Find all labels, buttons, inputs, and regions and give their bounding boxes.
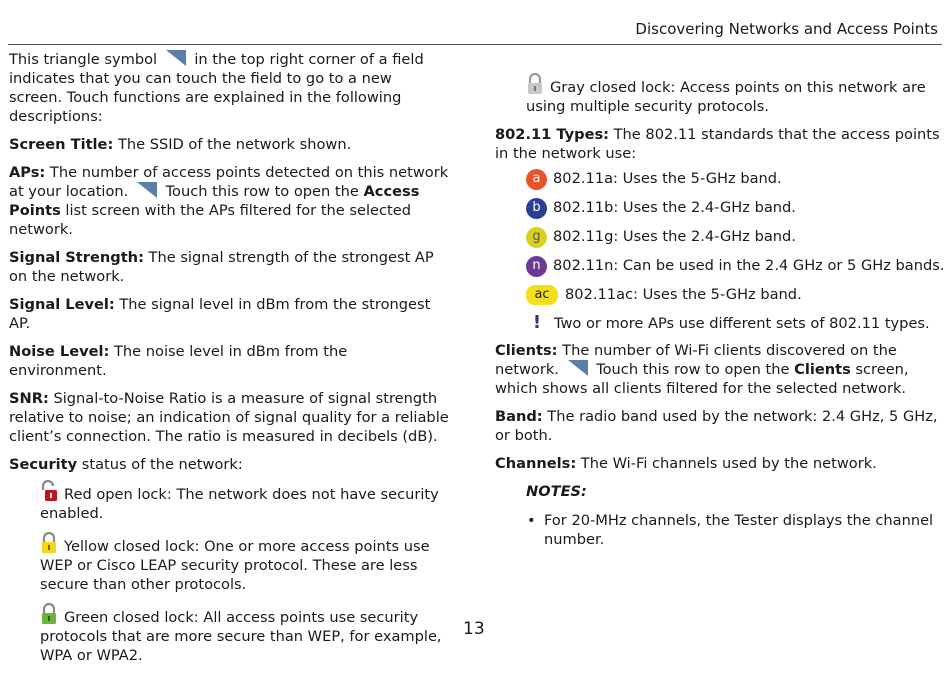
type-a-item: a 802.11a: Uses the 5-GHz band. [526,169,945,190]
exclamation-icon: ! [532,312,542,333]
signal-level-item: Signal Level: The signal level in dBm from the strongest AP. [9,296,431,332]
screen-title-item: Screen Title: The SSID of the network shown. [9,136,352,153]
mixed-types-item: ! Two or more APs use different sets of 802.11 types. [526,313,945,333]
red-lock-item: Red open lock: The network does not have security enabled. [40,480,449,523]
red-open-lock-icon [40,480,58,502]
security-item: Security status of the network: [9,456,243,473]
noise-level-item: Noise Level: The noise level in dBm from the environment. [9,343,348,379]
type-ac-item: ac 802.11ac: Uses the 5-GHz band. [526,285,945,305]
type-ac-badge-icon: ac [526,285,558,305]
channels-item: Channels: The Wi-Fi channels used by the network. [495,455,877,472]
gray-lock-item: Gray closed lock: Access points on this network are using multiple security protocols. [526,73,945,116]
types-item: 802.11 Types: The 802.11 standards that the access points in the network use: [495,126,940,162]
signal-strength-item: Signal Strength: The signal strength of the strongest AP on the network. [9,249,434,285]
type-a-badge-icon: a [526,169,547,190]
snr-item: SNR: Signal-to-Noise Ratio is a measure of signal strength relative to noise; an indication of signal quality for a reliable client’s connection. The ratio is measured in decibels (dB). [9,390,449,445]
band-item: Band: The radio band used by the network: 2.4 GHz, 5 GHz, or both. [495,408,938,444]
notes-list [544,511,945,549]
page-header: Discovering Networks and Access Points [635,20,938,38]
clients-item: Clients: The number of Wi-Fi clients discovered on the network. Touch this row to open the Clients screen, which shows all clients filtered for the selected network. [495,342,909,397]
header-rule [8,44,942,45]
type-g-item: g 802.11g: Uses the 2.4-GHz band. [526,227,945,248]
gray-closed-lock-icon [526,73,544,95]
type-b-item: b 802.11b: Uses the 2.4-GHz band. [526,198,945,219]
type-b-badge-icon: b [526,198,547,219]
type-n-badge-icon: n [526,256,547,277]
triangle-corner-icon [137,182,157,198]
triangle-corner-icon [568,360,588,376]
triangle-corner-icon [166,50,186,66]
green-lock-item: Green closed lock: All access points use security protocols that are more secure than WEP, for example, WPA or WPA2. [40,603,449,665]
type-n-item: n 802.11n: Can be used in the 2.4 GHz or 5 GHz bands. [526,256,945,277]
right-column [495,73,945,549]
types-list [495,169,945,333]
aps-item: APs: The number of access points detected on this network at your location. Touch this row to open the Access Points list screen with the APs filtered for the selected network. [9,164,449,238]
left-column [9,50,449,674]
page-number: 13 [463,619,485,639]
green-closed-lock-icon [40,603,58,625]
note-item: • For 20-MHz channels, the Tester displays the channel number. [544,511,945,549]
notes-label: NOTES: [526,483,587,500]
type-g-badge-icon: g [526,227,547,248]
yellow-lock-item: Yellow closed lock: One or more access points use WEP or Cisco LEAP security protocol. These are less secure than other protocols. [40,532,449,594]
yellow-closed-lock-icon [40,532,58,554]
intro-paragraph: This triangle symbol in the top right corner of a field indicates that you can touch the field to go to a new screen. Touch functions are explained in the following descriptions: [9,51,424,125]
